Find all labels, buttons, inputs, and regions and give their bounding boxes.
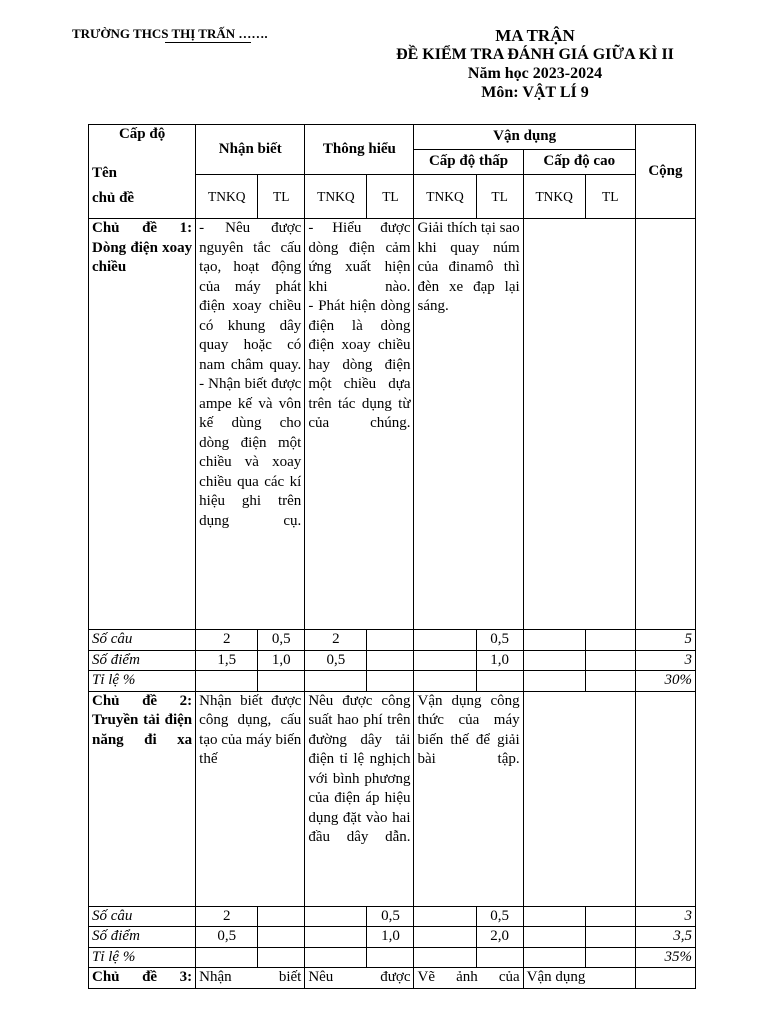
stat-cell (305, 906, 367, 927)
stat-cell (367, 650, 414, 671)
stat-cell (367, 947, 414, 968)
header-nhan-biet: Nhận biết (196, 125, 305, 175)
header-chu-de: chủ đề (92, 190, 135, 206)
stat-cell: 2 (305, 630, 367, 651)
header-cap-do-thap: Cấp độ thấp (414, 150, 523, 175)
school-underline (165, 42, 251, 43)
topic-thong-hieu: - Hiểu được dòng điện cảm ứng xuất hiện khi nào. - Phát hiện dòng điện là dòng điện xoay chiều hay dòng điện một chiều dựa trên tác dụng từ của chúng. (305, 219, 414, 630)
stat-cell (585, 630, 635, 651)
stat-cell (523, 630, 585, 651)
stat-cell: 1,0 (258, 650, 305, 671)
stat-cell (523, 671, 585, 692)
stat-cell: 0,5 (476, 630, 523, 651)
stat-cell (523, 927, 585, 948)
stat-total: 5 (635, 630, 695, 651)
stat-cell (523, 650, 585, 671)
stat-cell: 2 (196, 630, 258, 651)
topic-thong-hieu: Nêu được công suất hao phí trên đường dây tải điện tỉ lệ nghịch với bình phương của điện áp hiệu dụng đặt vào hai đầu dây dẫn. (305, 691, 414, 906)
stat-row-so-cau (89, 906, 696, 927)
stat-cell (414, 630, 476, 651)
stat-cell: 2 (196, 906, 258, 927)
header-cap-do-cao: Cấp độ cao (523, 150, 635, 175)
stat-total: 3 (635, 650, 695, 671)
stat-cell (414, 927, 476, 948)
stat-total: 30% (635, 671, 695, 692)
header-thong-hieu: Thông hiểu (305, 125, 414, 175)
header-cap-do: Cấp độ (118, 126, 166, 142)
topic-nhan-biet: - Nêu được nguyên tắc cấu tạo, hoạt động của máy phát điện xoay chiều có khung dây quay hoặc có nam châm quay. - Nhận biết được ampe kế và vôn kế dùng cho dòng điện một chiều và xoay chiều qua các kí hiệu ghi trên dụng cụ. (196, 219, 305, 630)
topic-title: Chủ đề 2: Truyền tải điện năng đi xa (89, 691, 196, 906)
stat-cell (305, 947, 367, 968)
stat-cell (258, 671, 305, 692)
stat-cell: 2,0 (476, 927, 523, 948)
header-cap-do-ten-chu-de (89, 125, 196, 219)
stat-cell (523, 947, 585, 968)
topic-cong (635, 219, 695, 630)
stat-label: Số điểm (89, 927, 196, 948)
stat-row-ti-le (89, 947, 696, 968)
stat-cell (305, 671, 367, 692)
stat-cell: 1,5 (196, 650, 258, 671)
stat-cell (414, 650, 476, 671)
heading-subtitle: ĐỀ KIỂM TRA ĐÁNH GIÁ GIỮA KÌ II (396, 46, 674, 63)
header-tnkq: TNKQ (523, 175, 585, 219)
topic-nhan-biet: Nhận biết được công dụng, cấu tạo của máy biến thế (196, 691, 305, 906)
topic-cong (635, 968, 695, 989)
matrix-table (88, 124, 696, 989)
document-heading (370, 26, 700, 102)
topic-van-dung-cao: Vận dụng (523, 968, 635, 989)
header-tnkq: TNKQ (414, 175, 476, 219)
stat-cell (196, 947, 258, 968)
stat-total: 3 (635, 906, 695, 927)
header-tl: TL (585, 175, 635, 219)
stat-label: Số câu (89, 630, 196, 651)
heading-year: Năm học 2023-2024 (467, 65, 603, 82)
stat-cell: 1,0 (367, 927, 414, 948)
topic-title: Chủ đề 3: (89, 968, 196, 989)
header-tl: TL (258, 175, 305, 219)
stat-cell: 0,5 (305, 650, 367, 671)
stat-cell (258, 947, 305, 968)
header-tl: TL (476, 175, 523, 219)
stat-cell (258, 906, 305, 927)
stat-label: Số câu (89, 906, 196, 927)
stat-cell (585, 671, 635, 692)
topic-van-dung-cao (523, 219, 635, 630)
stat-cell (585, 927, 635, 948)
stat-row-so-diem (89, 650, 696, 671)
stat-cell (305, 927, 367, 948)
stat-cell: 0,5 (367, 906, 414, 927)
stat-row-so-cau (89, 630, 696, 651)
stat-cell: 0,5 (258, 630, 305, 651)
stat-cell (414, 906, 476, 927)
topic-cong (635, 691, 695, 906)
stat-cell (585, 947, 635, 968)
stat-cell (585, 906, 635, 927)
topic-thong-hieu: Nêu được (305, 968, 414, 989)
stat-total: 3,5 (635, 927, 695, 948)
stat-cell (367, 671, 414, 692)
topic-van-dung-thap: Vận dụng công thức của máy biến thế để giải bài tập. (414, 691, 523, 906)
topic-nhan-biet: Nhận biết (196, 968, 305, 989)
topic-van-dung-thap: Vẽ ảnh của (414, 968, 523, 989)
stat-cell (414, 947, 476, 968)
stat-cell (585, 650, 635, 671)
stat-cell (476, 671, 523, 692)
stat-label: Số điểm (89, 650, 196, 671)
stat-cell (258, 927, 305, 948)
stat-cell: 1,0 (476, 650, 523, 671)
stat-label: Tỉ lệ % (89, 947, 196, 968)
stat-cell: 0,5 (196, 927, 258, 948)
header-tnkq: TNKQ (305, 175, 367, 219)
stat-row-so-diem (89, 927, 696, 948)
header-cong: Cộng (635, 125, 695, 219)
stat-cell (414, 671, 476, 692)
topic-van-dung-thap: Giải thích tại sao khi quay núm của đinamô thì đèn xe đạp lại sáng. (414, 219, 523, 630)
stat-row-ti-le (89, 671, 696, 692)
heading-title: MA TRẬN (495, 26, 575, 45)
stat-cell (196, 671, 258, 692)
topic-title: Chủ đề 1: Dòng điện xoay chiều (89, 219, 196, 630)
stat-cell (523, 906, 585, 927)
stat-cell (476, 947, 523, 968)
stat-cell (367, 630, 414, 651)
stat-total: 35% (635, 947, 695, 968)
header-tl: TL (367, 175, 414, 219)
heading-subject: Môn: VẬT LÍ 9 (481, 84, 589, 101)
header-van-dung: Vận dụng (414, 125, 635, 150)
stat-cell: 0,5 (476, 906, 523, 927)
school-name: TRƯỜNG THCS THỊ TRẤN ……. (72, 26, 268, 41)
stat-label: Tỉ lệ % (89, 671, 196, 692)
header-ten: Tên (92, 164, 118, 181)
topic-van-dung-cao (523, 691, 635, 906)
header-tnkq: TNKQ (196, 175, 258, 219)
